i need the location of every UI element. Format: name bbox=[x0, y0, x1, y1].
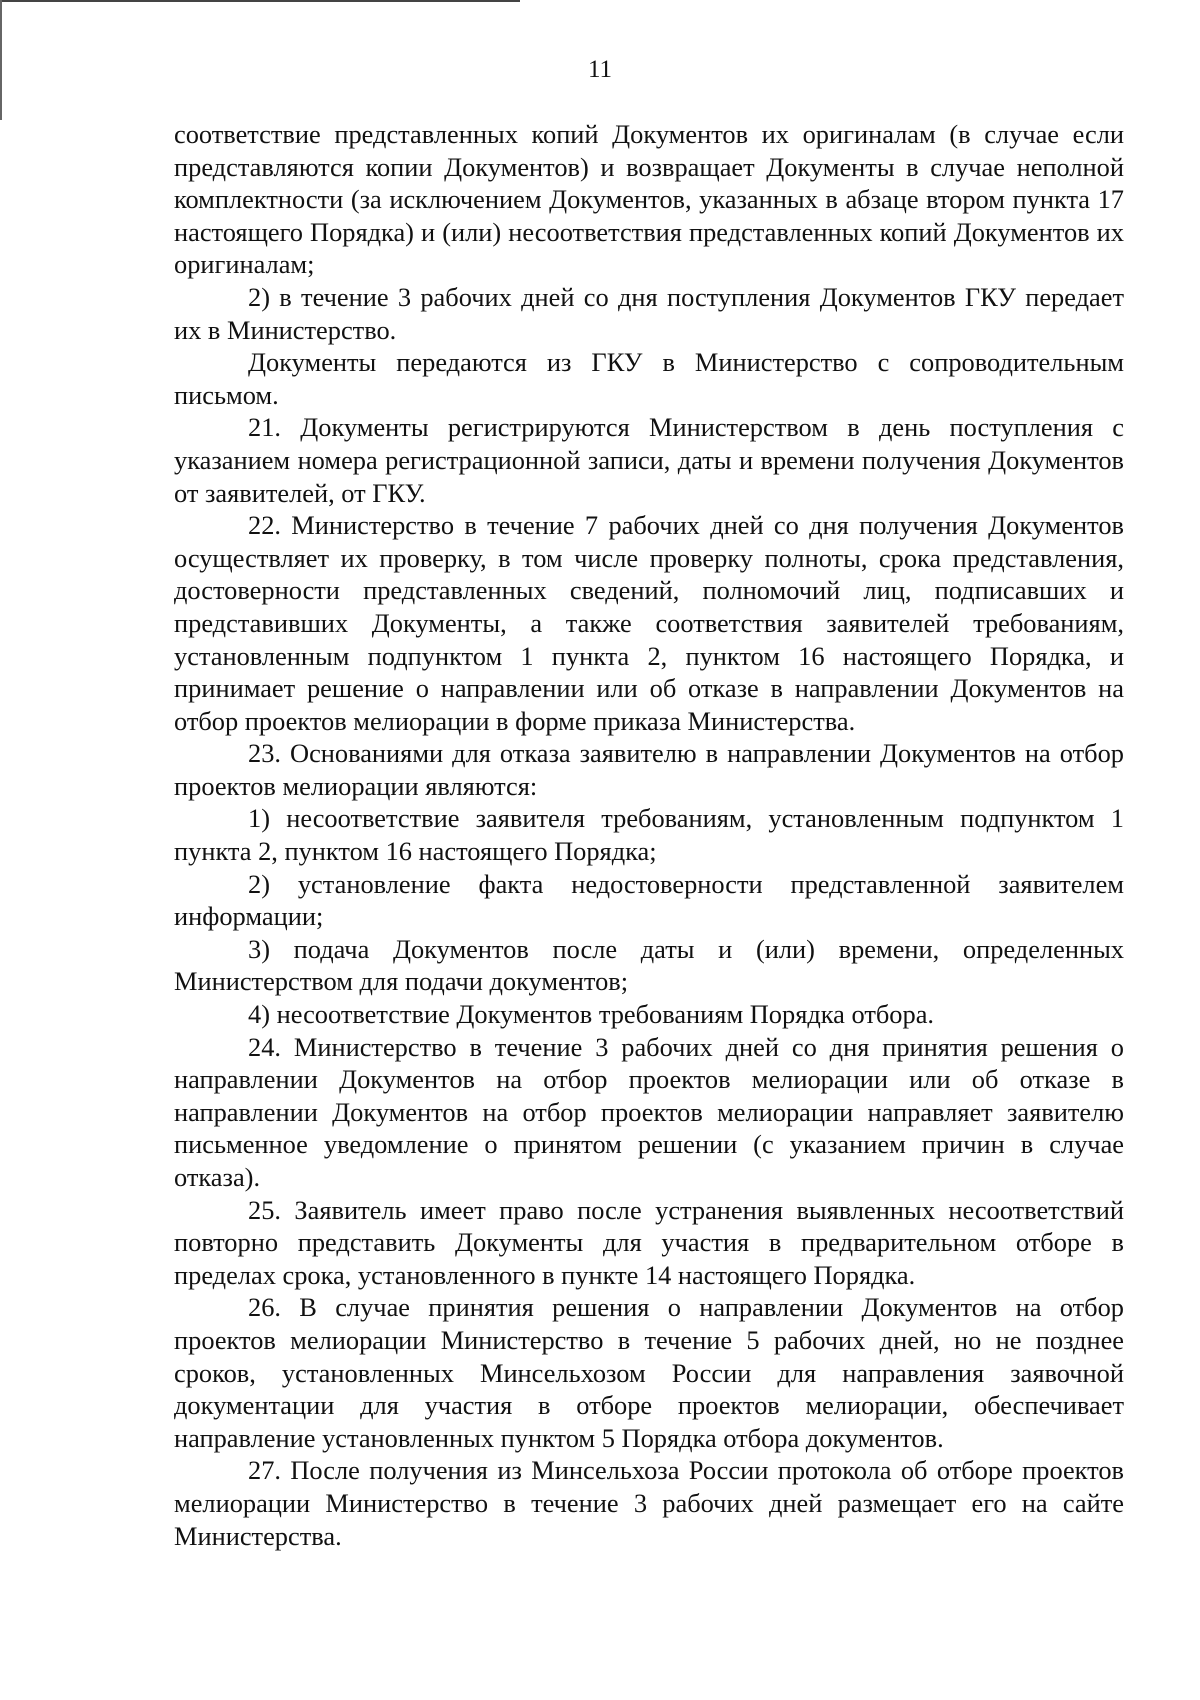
page-number: 11 bbox=[587, 56, 613, 83]
paragraph-23-item-4: 4) несоответствие Документов требованиям Порядка отбора. bbox=[248, 999, 935, 1030]
scan-edge-top bbox=[0, 0, 520, 2]
paragraph-24: 24. Министерство в течение 3 рабочих дней со дня принятия решения о направлении Документов на отбор проектов мелиорации или об отказе в направлении Документов на отбор проектов мелиорации направляет заявителю письменное уведомление о принятом решении (с указанием причин в случае отказа). bbox=[174, 1031, 1124, 1192]
paragraph-transfer-note: Документы передаются из ГКУ в Министерство с сопроводительным письмом. bbox=[174, 347, 1124, 410]
paragraph-22: 22. Министерство в течение 7 рабочих дней со дня получения Документов осуществляет их проверку, в том числе проверку полноты, срока представления, достоверности представленных сведений, полномочий лиц, подписавших и представивших Документы, а также соответствия заявителей требованиям, установленным подпунктом 1 пункта 2, пунктом 16 настоящего Порядка, и принимает решение о направлении или об отказе в направлении Документов на отбор проектов мелиорации в форме приказа Министерства. bbox=[174, 510, 1124, 736]
paragraph-item-2: 2) в течение 3 рабочих дней со дня поступления Документов ГКУ передает их в Министерство. bbox=[174, 281, 1124, 345]
paragraph-25: 25. Заявитель имеет право после устранения выявленных несоответствий повторно представить Документы для участия в предварительном отборе в пределах срока, установленного в пункте 14 настоящего Порядка. bbox=[174, 1194, 1124, 1290]
paragraph-continuation: соответствие представленных копий Документов их оригиналам (в случае если представляются копии Документов) и возвращает Документы в случае неполной комплектности (за исключением Документов, указанных в абзаце втором пункта 17 настоящего Порядка) и (или) несоответствия представленных копий Документов их оригиналам; bbox=[174, 119, 1124, 280]
paragraph-23-item-3: 3) подача Документов после даты и (или) времени, определенных Министерством для подачи документов; bbox=[174, 933, 1124, 997]
document-body bbox=[174, 118, 1124, 1552]
paragraph-23-item-1: 1) несоответствие заявителя требованиям, установленным подпунктом 1 пункта 2, пунктом 16 настоящего Порядка; bbox=[174, 803, 1124, 867]
paragraph-23: 23. Основаниями для отказа заявителю в направлении Документов на отбор проектов мелиорации являются: bbox=[174, 738, 1124, 801]
paragraph-21: 21. Документы регистрируются Министерством в день поступления с указанием номера регистрационной записи, даты и времени получения Документов от заявителей, от ГКУ. bbox=[174, 412, 1124, 508]
paragraph-23-item-2: 2) установление факта недостоверности представленной заявителем информации; bbox=[174, 868, 1124, 932]
paragraph-27: 27. После получения из Минсельхоза России протокола об отборе проектов мелиорации Министерство в течение 3 рабочих дней размещает его на сайте Министерства. bbox=[174, 1455, 1124, 1551]
paragraph-26: 26. В случае принятия решения о направлении Документов на отбор проектов мелиорации Министерство в течение 5 рабочих дней, но не позднее сроков, установленных Минсельхозом России для направления заявочной документации для участия в отборе проектов мелиорации, обеспечивает направление установленных пунктом 5 Порядка отбора документов. bbox=[174, 1292, 1124, 1453]
